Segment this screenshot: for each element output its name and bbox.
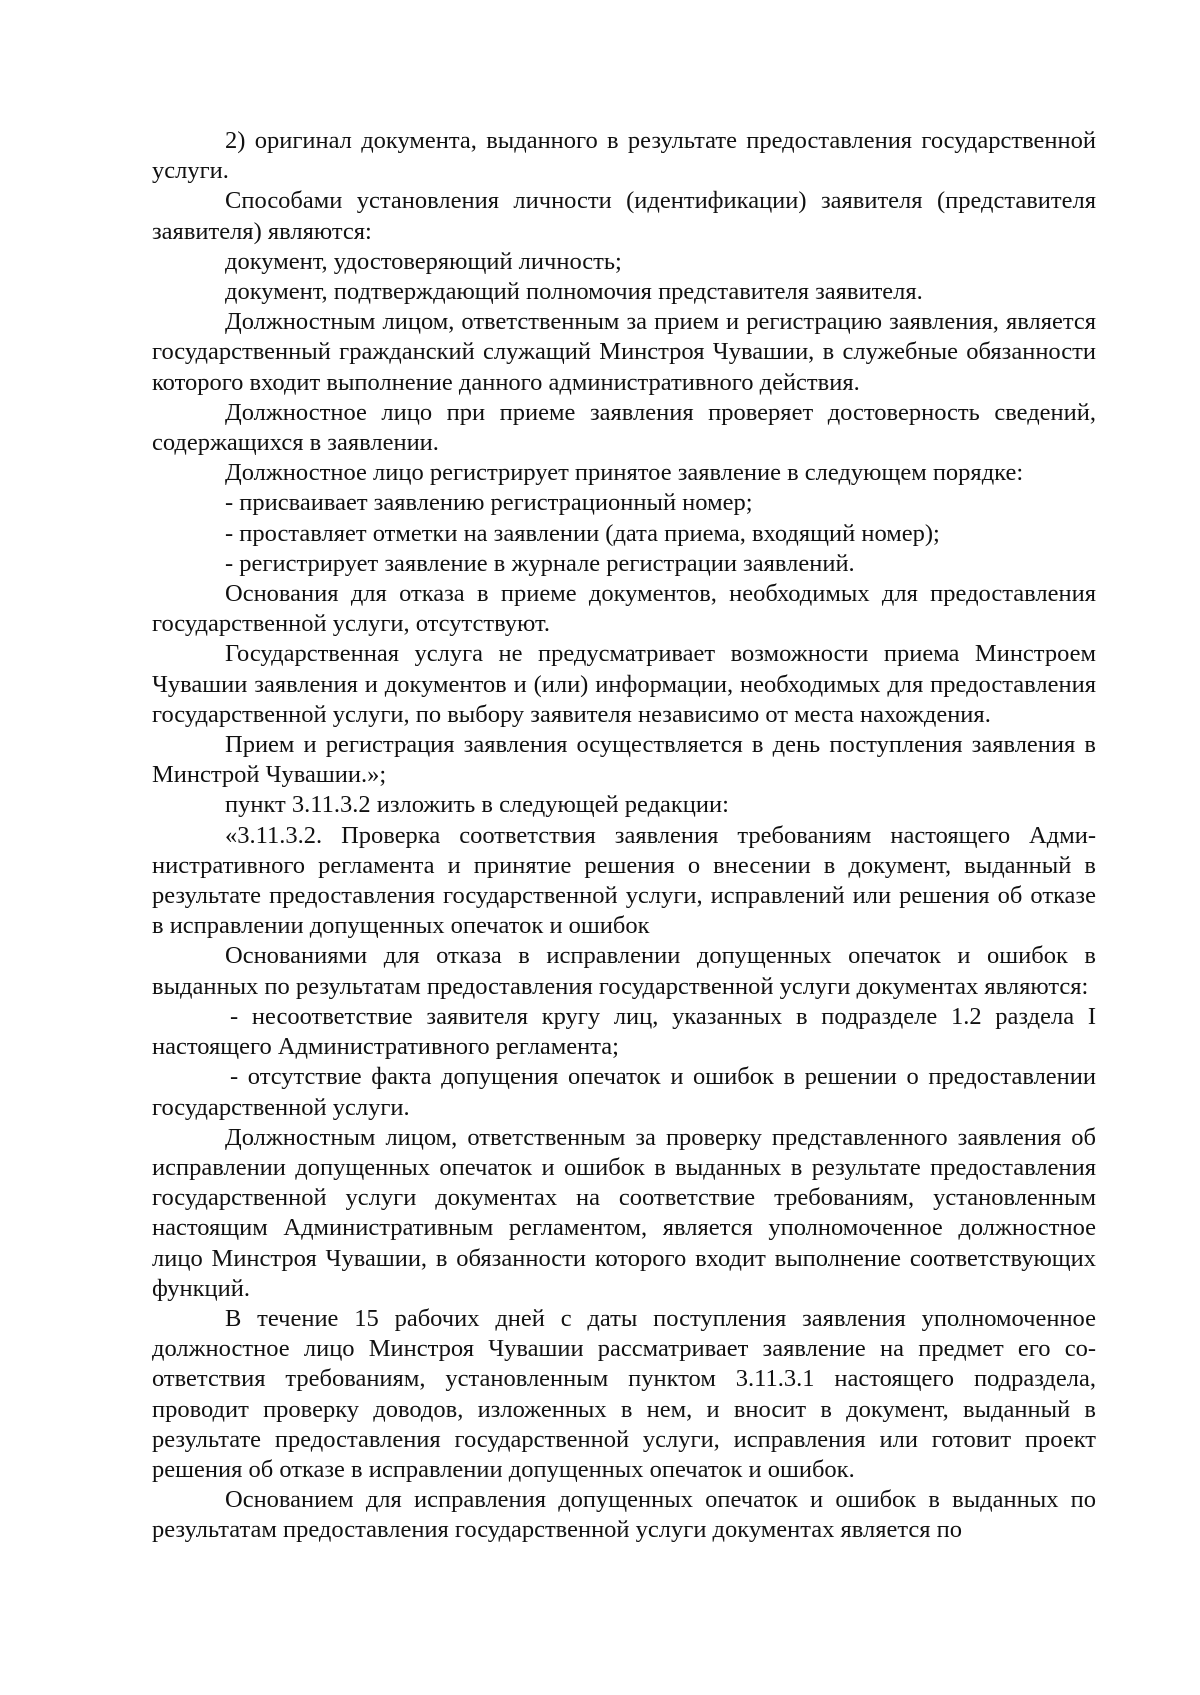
list-item-journal: - регистрирует заявление в журнале регистрации заявлений.: [225, 549, 855, 577]
list-item-registration-number: - присваивает заявлению регистрационный номер;: [225, 489, 753, 517]
list-item-applicant-mismatch: - несоответствие заявителя кругу лиц, указанных в подразделе 1.2 раздела I настоящего Административного регламента;: [152, 1002, 1096, 1061]
paragraph-original-document: 2) оригинал документа, выданного в результате предоставления государственной услуги.: [152, 127, 1096, 185]
paragraph-registration-day: Прием и регистрация заявления осуществляется в день поступления заявления в Минстрой Чувашии.»;: [152, 731, 1096, 789]
paragraph-verifying-official: Должностным лицом, ответственным за проверку представленного заявления об исправлении допущенных опечаток и ошибок в выданных в результате предоставления государственной услуги документах на соответствие требованиям, установленным настоящим Административным регламентом, является уполномоченное должностное лицо Минстроя Чувашии, в обязанности которого входит выполнение соответствующих функций.: [152, 1123, 1096, 1302]
list-item-authority-document: документ, подтверждающий полномочия представителя заявителя.: [225, 278, 923, 306]
paragraph-official-verification: Должностное лицо при приеме заявления проверяет достоверность сведений, содержащихся в заявлении.: [152, 398, 1096, 457]
list-item-marks: - проставляет отметки на заявлении (дата приема, входящий номер);: [225, 519, 940, 547]
paragraph-correction-basis: Основанием для исправления допущенных опечаток и ошибок в выданных по результатам предоставления государственной услуги документах является по: [152, 1486, 1096, 1544]
paragraph-responsible-official: Должностным лицом, ответственным за прием и регистрацию заявления, является государственный гражданский служащий Минстроя Чувашии, в служебные обязанности которого входит выполнение данного административного действия.: [152, 308, 1096, 396]
paragraph-refusal-grounds-absent: Основания для отказа в приеме документов, необходимых для предоставления государственной услуги, отсутствуют.: [152, 580, 1096, 638]
paragraph-identification-methods: Способами установления личности (идентификации) заявителя (представителя заявителя) являются:: [152, 187, 1096, 245]
list-item-identity-document: документ, удостоверяющий личность;: [225, 247, 622, 275]
paragraph-point-amendment: пункт 3.11.3.2 изложить в следующей редакции:: [225, 791, 729, 819]
paragraph-registration-order: Должностное лицо регистрирует принятое заявление в следующем порядке:: [225, 459, 1024, 487]
document-page: [152, 126, 1096, 1546]
list-item-no-errors: - отсутствие факта допущения опечаток и ошибок в решении о предоставлении государственной услуги.: [152, 1063, 1096, 1121]
paragraph-no-extraterritorial: Государственная услуга не предусматривает возможности приема Минстроем Чувашии заявления и документов и (или) информации, необходимых для предоставления государственной услуги, по выбору заявителя независимо от места нахождения.: [152, 640, 1096, 728]
paragraph-15-days: В течение 15 рабочих дней с даты поступления заявления уполномоченное должностное лицо Минстроя Чувашии рассматривает заявление на предмет его соответствия требованиям, установленным пунктом 3.11.3.1 настоящего подраздела, проводит проверку доводов, изложенных в нем, и вносит в документ, выданный в результате предоставления государственной услуги, исправления или готовит проект решения об отказе в исправлении допущенных опечаток и ошибок.: [152, 1304, 1096, 1483]
paragraph-refusal-grounds: Основаниями для отказа в исправлении допущенных опечаток и ошибок в выданных по результатам предоставления государственной услуги документах являются:: [152, 942, 1096, 1000]
paragraph-section-3-11-3-2: «3.11.3.2. Проверка соответствия заявления требованиям настоящего Административного регламента и принятие решения о внесении в документ, выданный в результате предоставления государственной услуги, исправлений или решения об отказе в исправлении допущенных опечаток и ошибок: [152, 821, 1096, 940]
